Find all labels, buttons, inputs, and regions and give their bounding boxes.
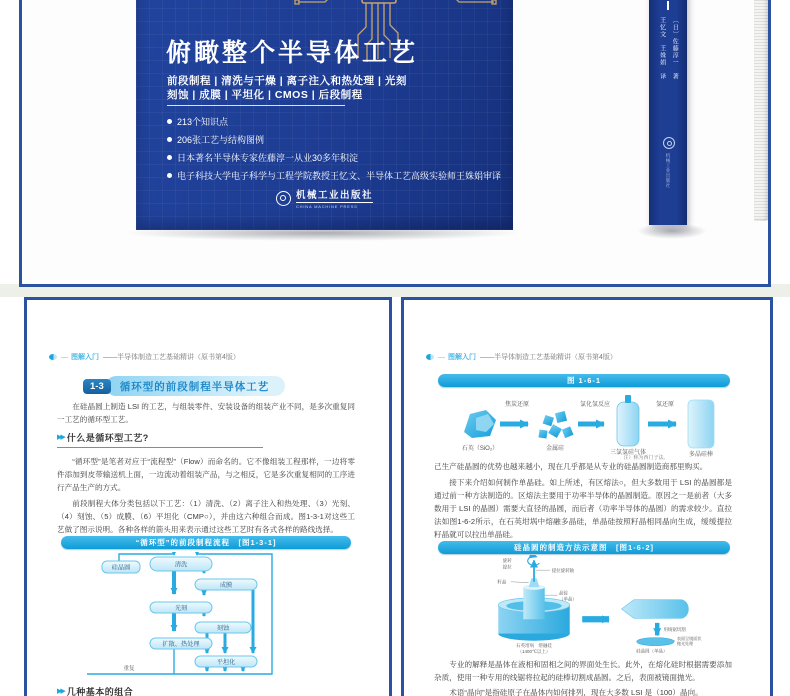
fig2-saw-label: 用线锯切割 — [663, 626, 686, 632]
fig2-rotate-label-2: 提拉 — [502, 564, 512, 570]
book-spine — [649, 0, 687, 225]
header-title: ——半导体制造工艺基础精讲（原书第4版） — [480, 354, 617, 361]
flow-label-repeat: 重复 — [123, 666, 135, 672]
header-brand: 图解入门 — [448, 354, 476, 361]
figure-title-banner: 硅晶圆的制造方法示意图 [图1-6-2] — [438, 541, 730, 554]
bullet-dot-icon — [167, 119, 172, 124]
subheading-text: 几种基本的组合 — [66, 687, 134, 696]
bullet-dot-icon — [167, 137, 172, 142]
cover-bullet-list — [167, 115, 501, 187]
figure-title-banner: “循环型”的前段制程流程 [图1-3-1] — [61, 536, 351, 549]
fig2-shaft-label: 提拉旋转轴 — [551, 567, 575, 573]
book-subtitle-line2: 刻蚀 | 成膜 | 平坦化 | CMOS | 后段制程 — [167, 89, 363, 101]
fig2-crucible-label-1: 石英坩埚 熔融硅 — [516, 642, 552, 648]
publisher-logo — [136, 187, 513, 209]
flow-node-wafer: 硅晶圆 — [111, 564, 131, 572]
header-dot-icon — [426, 354, 434, 360]
header-dot-icon — [49, 354, 57, 360]
fig1-gas-label: 三氯氢硅气体 — [609, 450, 647, 456]
fig1-arrow1-label: 焦炭还原 — [504, 402, 530, 408]
subheading — [57, 685, 207, 696]
book-subtitle-line1: 前段制程 | 清洗与干燥 | 离子注入和热处理 | 光刻 — [167, 75, 407, 87]
bullet-dot-icon — [167, 173, 172, 178]
fig2-rotate-label-1: 旋转 — [502, 558, 512, 564]
cover-bullet — [167, 151, 501, 164]
book-title: 俯瞰整个半导体工艺 — [166, 39, 419, 67]
fig1-metal-si-label: 金属硅 — [545, 446, 565, 452]
paragraph: 接下来介绍如何制作单晶硅。如上所述，有区熔法○，但大多数用于 LSI 的晶圆都是通过前一种方法制造的。区熔法主要用于功率半导体的晶圆制造。原因之一是前者（大多数用于 LSI 的晶圆）需要大直径的晶圆，而后者（功率半导体的晶圆）的需求较少。直拉法如图1-6-2所示，在石英坩埚中熔融多晶硅，单晶硅按照籽晶相同晶向生成，缓缓提拉籽晶就可以拉出单晶硅。 — [434, 478, 732, 539]
flow-node-diffusion: 扩散、热处理 — [162, 641, 200, 648]
header-brand: 图解入门 — [71, 354, 99, 361]
double-arrow-icon: ▶▶ — [57, 688, 64, 695]
flow-node-cmp: 平坦化 — [216, 659, 236, 666]
bullet-text: 206张工艺与结构图例 — [177, 135, 265, 145]
section-number-badge: 1-3 — [83, 379, 111, 394]
subheading-text: 什么是循环型工艺? — [66, 433, 149, 443]
header-dash: — — [61, 353, 67, 361]
spine-publisher-logo-icon — [663, 137, 675, 149]
paragraph: 己生产硅晶圆的优势也越来越小，现在几乎都是从专业的硅晶圆制造商那里购买。 — [434, 462, 708, 471]
fig2-ingot-label-1: 晶锭 — [559, 590, 568, 596]
cover-divider — [167, 105, 345, 106]
flow-node-film: 成膜 — [219, 582, 233, 589]
spine-author: 〔日〕佐藤淳一 著 — [671, 17, 678, 80]
fig1-rod-label: 多晶硅棒 — [688, 452, 714, 458]
polysilicon-process-figure — [436, 388, 736, 460]
paragraph: 在硅晶圆上制造 LSI 的工艺，与组装零件、安装设备的组装产业不同，是多次重复同一工艺的循环型工艺。 — [57, 402, 355, 424]
header-title: ——半导体制造工艺基础精讲（原书第4版） — [103, 354, 240, 361]
book-cover-image[interactable] — [19, 0, 771, 287]
fig1-arrow3-label: 氢还原 — [655, 402, 675, 408]
spine-translator: 王忆文 王姝娟 译 — [658, 17, 665, 80]
section-title: 循环型的前段制程半导体工艺 — [106, 376, 286, 396]
spine-divider — [667, 1, 669, 10]
page-running-header — [426, 352, 617, 362]
flow-node-litho: 光刻 — [174, 605, 188, 612]
book-page-edge — [754, 0, 769, 221]
bullet-dot-icon — [167, 155, 172, 160]
page-running-header — [49, 352, 240, 362]
cover-bullet — [167, 169, 501, 182]
process-flowchart-figure — [57, 552, 357, 676]
fig2-crucible-label-2: （1400℃以上） — [517, 649, 551, 655]
inner-page-preview-right[interactable] — [401, 297, 773, 696]
paragraph: 专业的解释是晶体在液相和固相之间的界面处生长。此外，在熔化硅时根据需要添加杂质，使用一种专用的线锯将拉起的硅棒切割成晶圆。之后，表面被镜面抛光。 — [434, 660, 732, 682]
cover-bullet — [167, 115, 501, 128]
double-arrow-icon: ▶▶ — [57, 434, 64, 441]
fig2-mirror-label-2: 抛光处理 — [676, 641, 694, 647]
bullet-text: 213个知识点 — [177, 117, 229, 127]
publisher-name: 机械工业出版社 — [296, 187, 373, 203]
publisher-logo-icon — [276, 191, 291, 206]
publisher-name-en: CHINA MACHINE PRESS — [295, 204, 358, 209]
book-front-cover — [136, 0, 513, 230]
fig2-ingot-label-2: （单晶） — [559, 596, 577, 602]
paragraph: “循环型”是笔者对应于“流程型”（Flow）而命名的。它不像组装工程那样，一边将零件添加到皮带输送机上面，一边流动着组装产品，与之相反，它是多次重复相同的工序进行产品生产的方式。 — [57, 457, 355, 492]
section-heading — [83, 376, 285, 396]
fig2-wafer-label: 硅晶圆（单晶） — [636, 648, 668, 654]
fig1-note: 注）称为西门子法。 — [623, 455, 669, 460]
flow-node-clean: 清洗 — [174, 561, 188, 569]
header-dash: — — [438, 353, 444, 361]
spine-shadow — [637, 223, 707, 239]
fig1-arrow2-label: 氯化氢反应 — [579, 402, 611, 408]
fig2-seed-label: 籽晶 — [497, 579, 507, 585]
crystal-pulling-figure — [434, 555, 734, 655]
figure-title-banner: 图 1-6-1 — [438, 374, 730, 387]
paragraph: 术语“晶向”是指硅原子在晶体内如何排列，现在大多数 LSI 是（100）晶向。 — [449, 688, 703, 696]
fig2-mirror-label-1: 表面呈镜面状 — [676, 635, 702, 641]
bullet-text: 日本著名半导体专家佐藤淳一从业30多年积淀 — [177, 153, 359, 163]
cover-bullet — [167, 133, 501, 146]
subheading — [57, 431, 263, 448]
spine-publisher-name: 机械工业出版社 — [666, 153, 671, 188]
flow-node-etch: 刻蚀 — [216, 625, 230, 632]
bullet-text: 电子科技大学电子科学与工程学院教授王忆文、半导体工艺高级实验师王姝娟审译 — [177, 171, 502, 181]
inner-page-preview-left[interactable] — [24, 297, 392, 696]
paragraph: 前段制程大体分类包括以下工艺：（1）清洗、（2）离子注入和热处理、（3）光刻、（4）刻蚀、（5）成膜、（6）平坦化（CMP○），并由这六种组合而成。图1-3-1对这些工艺做了图示说明。各种各样的箭头用来表示通过这些工艺时有各式各样的路线选择。 — [57, 499, 355, 534]
fig1-quartz-label: 石英（SiO₂） — [461, 446, 499, 452]
